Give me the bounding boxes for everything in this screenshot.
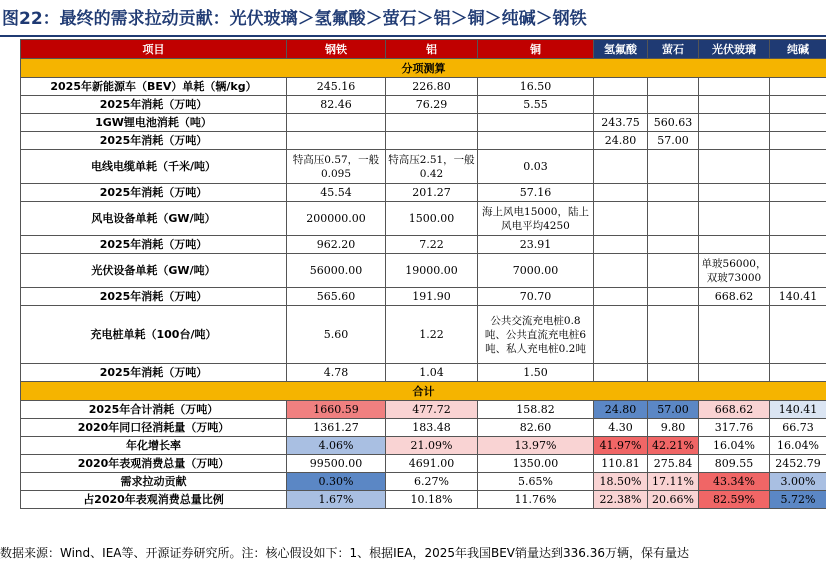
table-cell: 668.62 xyxy=(699,288,770,306)
table-cell xyxy=(386,132,478,150)
table-cell xyxy=(648,288,699,306)
total-cell: 10.18% xyxy=(386,491,478,509)
table-cell: 226.80 xyxy=(386,78,478,96)
table-cell: 4.78 xyxy=(287,364,386,382)
table-row xyxy=(21,150,826,184)
total-cell: 110.81 xyxy=(594,455,648,473)
row-label: 光伏设备单耗（GW/吨） xyxy=(21,254,287,288)
table-row xyxy=(21,96,826,114)
table-cell xyxy=(594,364,648,382)
total-cell: 1350.00 xyxy=(478,455,594,473)
total-cell: 24.80 xyxy=(594,401,648,419)
table-cell xyxy=(648,78,699,96)
row-label: 电线电缆单耗（千米/吨） xyxy=(21,150,287,184)
section-breakdown xyxy=(21,59,826,78)
total-row xyxy=(21,491,826,509)
total-row xyxy=(21,473,826,491)
total-row xyxy=(21,419,826,437)
table-cell xyxy=(770,202,826,236)
table-cell xyxy=(594,96,648,114)
header-row xyxy=(21,40,826,59)
row-label: 2025年新能源车（BEV）单耗（辆/kg） xyxy=(21,78,287,96)
table-cell xyxy=(699,132,770,150)
table-cell: 1500.00 xyxy=(386,202,478,236)
table-row xyxy=(21,306,826,364)
section-total xyxy=(21,382,826,401)
table-cell xyxy=(648,184,699,202)
table-cell: 243.75 xyxy=(594,114,648,132)
table-cell: 962.20 xyxy=(287,236,386,254)
row-label: 2025年消耗（万吨） xyxy=(21,364,287,382)
table-cell xyxy=(594,78,648,96)
table-row xyxy=(21,254,826,288)
table-row xyxy=(21,236,826,254)
total-cell: 2452.79 xyxy=(770,455,826,473)
table-cell xyxy=(594,306,648,364)
table-cell: 70.70 xyxy=(478,288,594,306)
table-cell: 45.54 xyxy=(287,184,386,202)
header-copper: 铜 xyxy=(478,40,594,59)
total-row-label: 需求拉动贡献 xyxy=(21,473,287,491)
total-cell: 41.97% xyxy=(594,437,648,455)
table-cell xyxy=(594,236,648,254)
table-cell xyxy=(648,150,699,184)
table-cell xyxy=(287,132,386,150)
source-footnote: 数据来源：Wind、IEA等、开源证券研究所。注：核心假设如下：1、根据IEA，2025年我国BEV销量达到336.36万辆，保有量达 xyxy=(0,546,690,560)
table-cell: 82.46 xyxy=(287,96,386,114)
total-cell: 43.34% xyxy=(699,473,770,491)
table-cell: 1.50 xyxy=(478,364,594,382)
table-cell: 0.03 xyxy=(478,150,594,184)
table-cell xyxy=(699,150,770,184)
total-row xyxy=(21,401,826,419)
table-cell: 1.22 xyxy=(386,306,478,364)
row-label: 风电设备单耗（GW/吨） xyxy=(21,202,287,236)
total-row-label: 年化增长率 xyxy=(21,437,287,455)
row-label: 充电桩单耗（100台/吨） xyxy=(21,306,287,364)
table-cell: 56000.00 xyxy=(287,254,386,288)
table-cell: 140.41 xyxy=(770,288,826,306)
table-cell xyxy=(287,114,386,132)
table-cell: 5.55 xyxy=(478,96,594,114)
table-cell: 7.22 xyxy=(386,236,478,254)
table-cell xyxy=(648,96,699,114)
table-cell xyxy=(770,132,826,150)
table-cell xyxy=(699,306,770,364)
table-cell: 19000.00 xyxy=(386,254,478,288)
total-cell: 3.00% xyxy=(770,473,826,491)
table-row xyxy=(21,288,826,306)
row-label: 2025年消耗（万吨） xyxy=(21,288,287,306)
table-cell: 565.60 xyxy=(287,288,386,306)
total-cell: 5.72% xyxy=(770,491,826,509)
table-cell: 201.27 xyxy=(386,184,478,202)
header-fluorite: 萤石 xyxy=(648,40,699,59)
total-cell: 18.50% xyxy=(594,473,648,491)
total-row-label: 2020年同口径消耗量（万吨） xyxy=(21,419,287,437)
table-cell: 23.91 xyxy=(478,236,594,254)
table-cell: 191.90 xyxy=(386,288,478,306)
table-cell xyxy=(770,254,826,288)
total-cell: 1660.59 xyxy=(287,401,386,419)
table-row xyxy=(21,78,826,96)
table-cell: 57.16 xyxy=(478,184,594,202)
total-row-label: 2025年合计消耗（万吨） xyxy=(21,401,287,419)
table-row xyxy=(21,132,826,150)
total-row-label: 占2020年表观消费总量比例 xyxy=(21,491,287,509)
table-cell xyxy=(648,306,699,364)
table-cell: 公共交流充电桩0.8吨、公共直流充电桩6吨、私人充电桩0.2吨 xyxy=(478,306,594,364)
table-cell: 76.29 xyxy=(386,96,478,114)
total-cell: 183.48 xyxy=(386,419,478,437)
table-cell xyxy=(648,202,699,236)
row-label: 2025年消耗（万吨） xyxy=(21,132,287,150)
table-cell xyxy=(386,114,478,132)
total-cell: 13.97% xyxy=(478,437,594,455)
total-cell: 6.27% xyxy=(386,473,478,491)
total-cell: 477.72 xyxy=(386,401,478,419)
table-cell: 24.80 xyxy=(594,132,648,150)
table-cell xyxy=(770,96,826,114)
total-row xyxy=(21,437,826,455)
table-cell xyxy=(770,150,826,184)
table-cell xyxy=(594,184,648,202)
header-pv-glass: 光伏玻璃 xyxy=(699,40,770,59)
table-row xyxy=(21,184,826,202)
total-cell: 11.76% xyxy=(478,491,594,509)
table-cell xyxy=(770,78,826,96)
table-cell: 1.04 xyxy=(386,364,478,382)
total-cell: 275.84 xyxy=(648,455,699,473)
row-label: 2025年消耗（万吨） xyxy=(21,184,287,202)
total-cell: 21.09% xyxy=(386,437,478,455)
total-cell: 1361.27 xyxy=(287,419,386,437)
total-cell: 4.30 xyxy=(594,419,648,437)
table-cell: 特高压2.51，一般0.42 xyxy=(386,150,478,184)
total-cell: 0.30% xyxy=(287,473,386,491)
table-cell: 245.16 xyxy=(287,78,386,96)
table-cell: 5.60 xyxy=(287,306,386,364)
table-cell xyxy=(699,184,770,202)
table-cell: 200000.00 xyxy=(287,202,386,236)
total-cell: 140.41 xyxy=(770,401,826,419)
table-row xyxy=(21,364,826,382)
table-cell xyxy=(648,236,699,254)
section-breakdown-label: 分项测算 xyxy=(21,59,826,78)
header-steel: 钢铁 xyxy=(287,40,386,59)
total-row-label: 2020年表观消费总量（万吨） xyxy=(21,455,287,473)
total-cell: 16.04% xyxy=(699,437,770,455)
total-cell: 82.60 xyxy=(478,419,594,437)
table-cell xyxy=(594,202,648,236)
table-cell xyxy=(699,364,770,382)
table-cell xyxy=(699,78,770,96)
header-item: 项目 xyxy=(21,40,287,59)
header-aluminum: 铝 xyxy=(386,40,478,59)
section-total-label: 合计 xyxy=(21,382,826,401)
table-row xyxy=(21,114,826,132)
table-cell: 单玻56000，双玻73000 xyxy=(699,254,770,288)
row-label: 1GW锂电池消耗（吨） xyxy=(21,114,287,132)
total-cell: 317.76 xyxy=(699,419,770,437)
total-cell: 99500.00 xyxy=(287,455,386,473)
total-cell: 82.59% xyxy=(699,491,770,509)
table-cell: 560.63 xyxy=(648,114,699,132)
table-cell xyxy=(648,364,699,382)
total-cell: 4691.00 xyxy=(386,455,478,473)
total-cell: 17.11% xyxy=(648,473,699,491)
table-cell xyxy=(594,150,648,184)
table-cell xyxy=(699,202,770,236)
table-cell xyxy=(478,114,594,132)
total-cell: 1.67% xyxy=(287,491,386,509)
total-cell: 42.21% xyxy=(648,437,699,455)
total-cell: 668.62 xyxy=(699,401,770,419)
total-cell: 57.00 xyxy=(648,401,699,419)
table-cell: 特高压0.57，一般0.095 xyxy=(287,150,386,184)
table-cell xyxy=(770,184,826,202)
row-label: 2025年消耗（万吨） xyxy=(21,96,287,114)
total-cell: 66.73 xyxy=(770,419,826,437)
total-cell: 16.04% xyxy=(770,437,826,455)
total-cell: 4.06% xyxy=(287,437,386,455)
table-cell xyxy=(770,114,826,132)
table-cell xyxy=(770,306,826,364)
table-cell xyxy=(770,364,826,382)
table-cell: 16.50 xyxy=(478,78,594,96)
total-cell: 22.38% xyxy=(594,491,648,509)
table-cell xyxy=(594,254,648,288)
table-row xyxy=(21,202,826,236)
table-cell: 海上风电15000，陆上风电平均4250 xyxy=(478,202,594,236)
demand-table xyxy=(20,39,826,509)
total-cell: 20.66% xyxy=(648,491,699,509)
table-cell xyxy=(699,114,770,132)
table-cell xyxy=(594,288,648,306)
table-cell: 57.00 xyxy=(648,132,699,150)
title-divider xyxy=(0,35,826,37)
table-cell xyxy=(699,96,770,114)
total-row xyxy=(21,455,826,473)
table-cell xyxy=(770,236,826,254)
figure-title: 图22：最终的需求拉动贡献：光伏玻璃＞氢氟酸＞萤石＞铝＞铜＞纯碱＞钢铁 xyxy=(2,9,587,29)
header-hf-acid: 氢氟酸 xyxy=(594,40,648,59)
total-cell: 5.65% xyxy=(478,473,594,491)
total-cell: 158.82 xyxy=(478,401,594,419)
total-cell: 809.55 xyxy=(699,455,770,473)
header-soda-ash: 纯碱 xyxy=(770,40,826,59)
table-cell: 7000.00 xyxy=(478,254,594,288)
total-cell: 9.80 xyxy=(648,419,699,437)
table-cell xyxy=(478,132,594,150)
table-cell xyxy=(699,236,770,254)
row-label: 2025年消耗（万吨） xyxy=(21,236,287,254)
table-cell xyxy=(648,254,699,288)
